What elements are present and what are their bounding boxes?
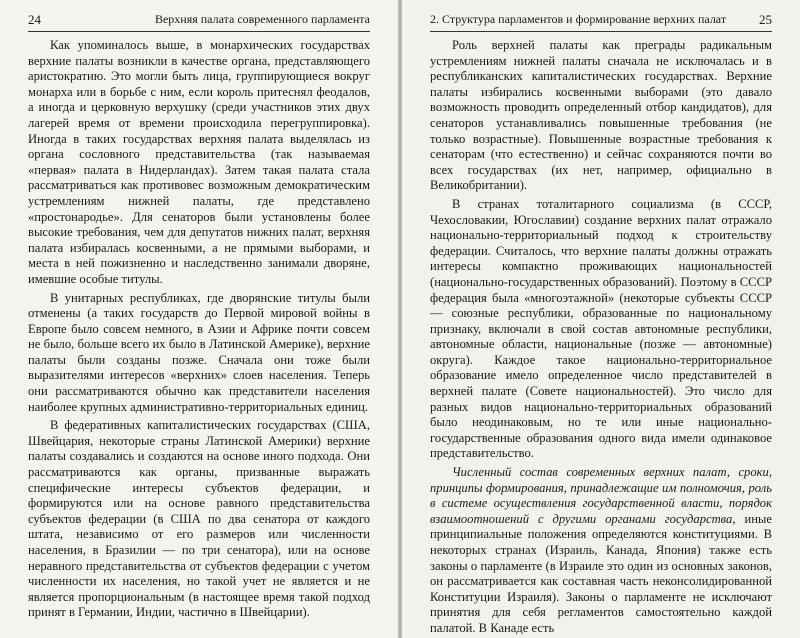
right-page-body: [430, 38, 772, 637]
left-page-header: [28, 12, 370, 32]
left-running-title: Верхняя палата современного парламента: [154, 12, 370, 26]
right-page: [400, 0, 800, 638]
left-paragraph-2: В унитарных республиках, где дворянские титулы были отменены (а таких государств до Первой мировой войны в Европе было совсем немного, в Азии и Африке почти совсем не было, больше всего их было в Латинской Америке), верхние палаты были созданы позже. Сначала они тоже были выразителями интересов «верхних» слоев населения. Теперь они рассматриваются обычно как представители населения наиболее крупных административно-территориальных единиц.: [28, 290, 370, 414]
book-gutter: [398, 0, 402, 638]
right-page-number: 25: [759, 12, 772, 27]
left-page-body: [28, 38, 370, 621]
right-page-header: [430, 12, 772, 32]
italic-emphasis: Численный состав современных верхних палат, сроки, принципы формирования, принадлежащие им полномочия, роль в системе осуществления государственной власти, порядок взаимоотношений с другими органами государства,: [430, 465, 772, 526]
right-paragraph-2: В странах тоталитарного социализма (в СССР, Чехословакии, Югославии) создание верхних палат отражало национально-территориальный подход к строительству федерации. Считалось, что верхние палаты должны отражать интересы компактно проживающих национальностей (национально-государственных образований). Поэтому в СССР федерация была «многоэтажной» (некоторые субъекты СССР — союзные республики, образованные по национальному признаку, включали в свой состав автономные республики, автономные области, национальные (позже — автономные) округа). Каждое такое национально-территориальное образование имело определенное число представителей в верхней палате (Совете национальностей). Это число для разных видов национально-территориальных образований было неодинаковым, но те или иные национально-государственные образования одного вида имели одинаковое представительство.: [430, 196, 772, 461]
left-page-number: 24: [28, 12, 41, 27]
left-paragraph-1: Как упоминалось выше, в монархических государствах верхние палаты возникли в качестве органа, представляющего аристократию. Это могли быть лица, группирующиеся вокруг монарха или в борьбе с ним, если король притеснял феодалов, а иногда и церковную верхушку (среди участников этих двух лагерей время от времени происходила перегруппировка). Иногда в таких государствах верхняя палата выделялась из органа сословного представительства (так называемая «первая» палата в Нидерландах). Затем такая палата стала рассматриваться как противовес возможным демократическим устремлениям нижней палаты, где представлено «простонародье». Для сенаторов были установлены более высокие требования, чем для депутатов нижних палат, верхняя палата избиралась косвенными, а не прямыми выборами, и места в ней пожизненно и наследственно занимали дворяне, имевшие особые титулы.: [28, 38, 370, 286]
paragraph-continuation: иные принципиальные положения определяются конституциями. В некоторых странах (Израиль, Канада, Япония) также есть законы о парламенте (в Израиле это один из основных законов, он рассматривается как составная часть неконсолидированной Конституции Израиля). Законы о парламенте не исключают принятия для себя регламентов самостоятельно каждой палатой. В Канаде есть: [430, 511, 772, 635]
right-paragraph-3: [430, 465, 772, 637]
left-paragraph-3: В федеративных капиталистических государствах (США, Швейцария, некоторые страны Латинской Америки) верхние палаты создавались и создаются на основе иного подхода. Они рассматриваются как органы, призванные выражать специфические интересы субъектов федерации, и формируются или на основе равного представительства субъектов федерации (в США по два сенатора от каждого штата, независимо от его размеров или численности населения, в Бразилии — по три сенатора), или на основе неравного представительства от субъектов федерации с учетом численности их населения, но такой учет не является и не является пропорциональным (в настоящее время такой подход принят в Германии, Индии, частично в Швейцарии).: [28, 418, 370, 620]
right-paragraph-1: Роль верхней палаты как преграды радикальным устремлениям нижней палаты сначала не исключалась и в республиканских капиталистических государствах. Верхние палаты избирались косвенными выборами (это давало возможность проводить определенный отбор кандидатов), для сенаторов устанавливались повышенные требования (не только возрастные). Повышенные возрастные требования к сенаторам (что естественно) и сейчас сохраняются почти во всех государствах (их нет, например, официально в Великобритании).: [430, 38, 772, 193]
right-running-title: 2. Структура парламентов и формирование верхних палат: [430, 12, 727, 26]
